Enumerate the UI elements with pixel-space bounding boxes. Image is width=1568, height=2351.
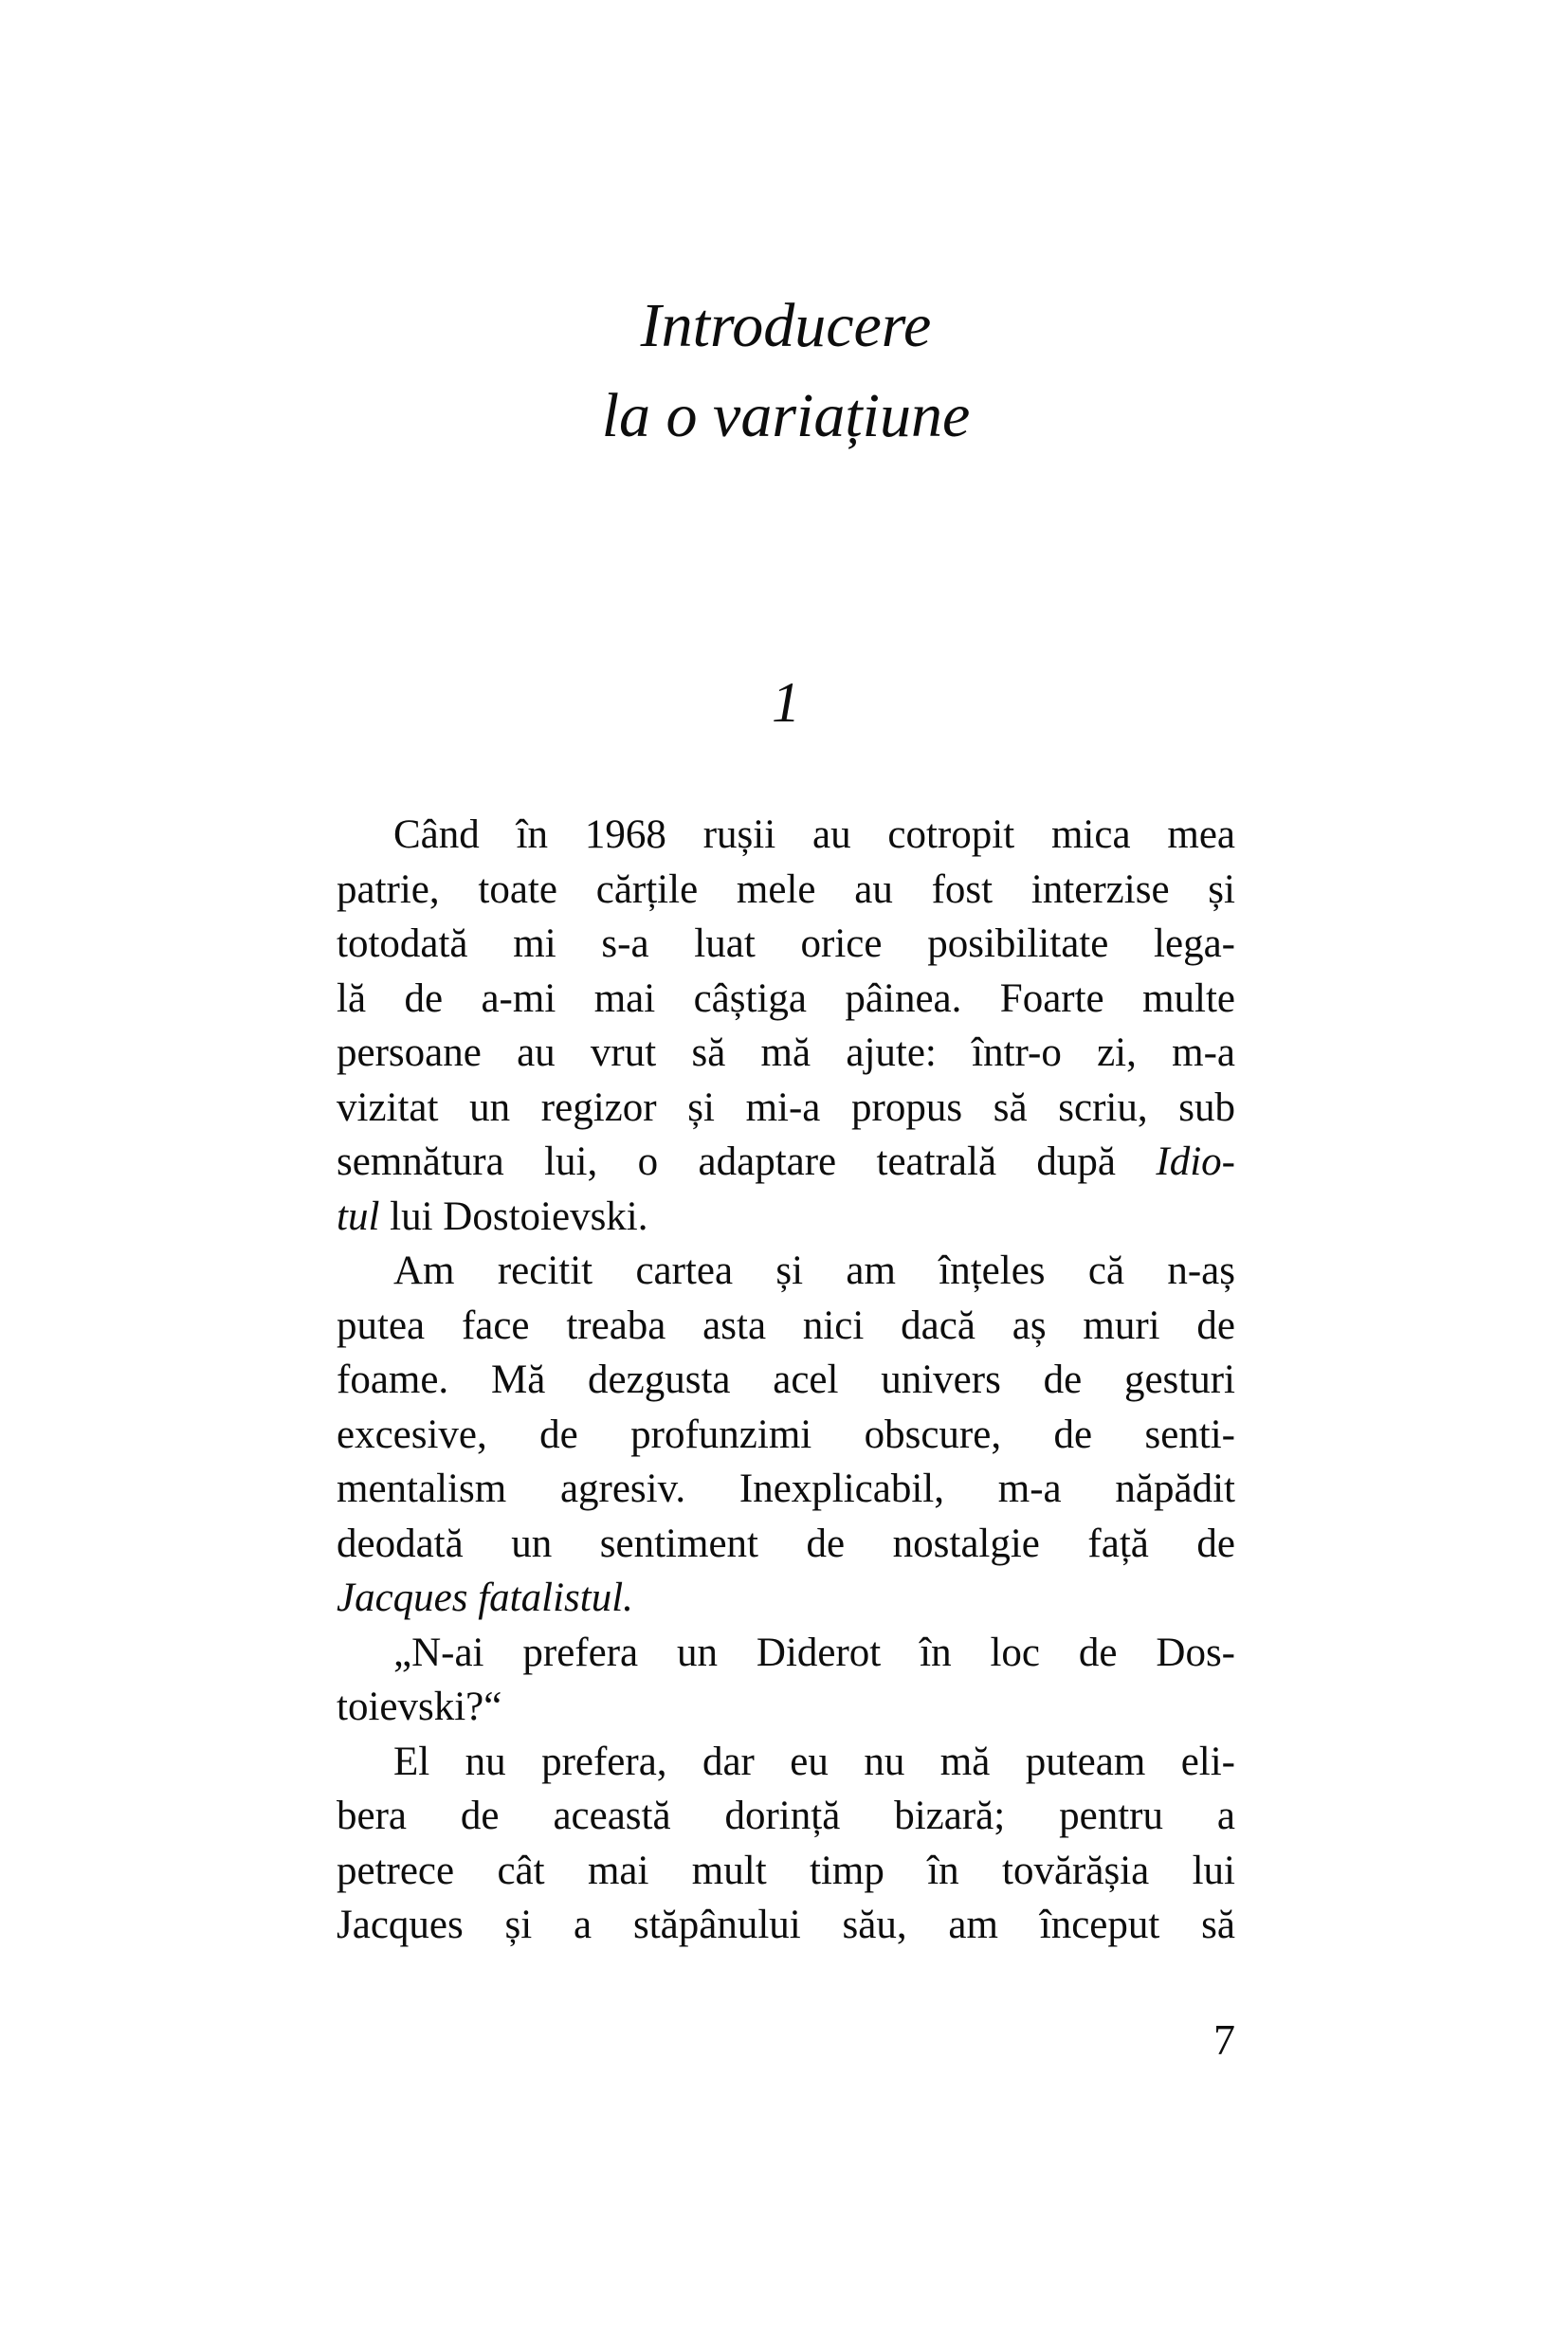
paragraph [337,808,1235,1244]
text-line [337,1408,1235,1463]
text-line [337,1735,1235,1790]
paragraph [337,1735,1235,1953]
italic-text-segment: Jacques fatalistul. [337,1576,633,1620]
text-line [337,1299,1235,1354]
page-number: 7 [1213,2015,1235,2064]
text-line [337,917,1235,972]
text-line [337,1680,1235,1735]
text-segment: putea face treaba asta nici dacă aș muri de [337,1303,1235,1348]
text-line [337,1353,1235,1408]
text-segment: Când în 1968 rușii au cotropit mica mea [393,812,1235,857]
text-segment: totodată mi s-a luat orice posibilitate lega- [337,921,1235,966]
text-line [337,1571,1235,1626]
text-line [337,863,1235,918]
text-segment: Am recitit cartea și am înțeles că n-aș [393,1248,1235,1293]
italic-text-segment: tul [337,1194,380,1239]
text-segment: petrece cât mai mult timp în tovărășia lui [337,1848,1235,1893]
text-segment: foame. Mă dezgusta acel univers de gesturi [337,1358,1235,1402]
chapter-title [337,281,1235,461]
paragraph [337,1244,1235,1626]
text-line [337,1789,1235,1844]
text-line [337,1026,1235,1081]
text-segment: bera de această dorință bizară; pentru a [337,1794,1235,1838]
text-segment: lui Dostoievski. [379,1194,648,1239]
text-line [337,1626,1235,1681]
text-line [337,1462,1235,1517]
text-line [337,1190,1235,1245]
text-segment: mentalism agresiv. Inexplicabil, m-a năpădit [337,1467,1235,1511]
text-line [337,1244,1235,1299]
text-segment: deodată un sentiment de nostalgie față de [337,1521,1235,1566]
text-line [337,1898,1235,1953]
text-segment: lă de a-mi mai câștiga pâinea. Foarte multe [337,975,1235,1021]
paragraph [337,1626,1235,1735]
chapter-title-line-2: la o variațiune [601,381,971,450]
chapter-title-line-1: Introducere [640,291,932,360]
text-segment: „N-ai prefera un Diderot în loc de Dos- [393,1630,1235,1675]
italic-text-segment: Idio- [1156,1139,1235,1184]
text-segment: Jacques și a stăpânului său, am început să [337,1903,1235,1947]
text-segment: toievski?“ [337,1685,502,1729]
text-segment: patrie, toate cărțile mele au fost interzise și [337,866,1235,912]
text-segment: persoane au vrut să mă ajute: într-o zi, m-a [337,1030,1235,1075]
body-text [337,808,1235,1953]
text-segment: El nu prefera, dar eu nu mă puteam eli- [393,1739,1235,1784]
text-segment: semnătura lui, o adaptare teatrală după [337,1139,1157,1184]
text-line [337,1081,1235,1136]
text-line [337,1135,1235,1190]
text-line [337,1844,1235,1899]
text-line [337,1517,1235,1572]
text-segment: vizitat un regizor și mi-a propus să scriu, sub [337,1084,1235,1130]
section-number: 1 [772,671,800,734]
text-line [337,972,1235,1027]
text-segment: excesive, de profunzimi obscure, de senti- [337,1412,1235,1457]
text-line [337,808,1235,863]
